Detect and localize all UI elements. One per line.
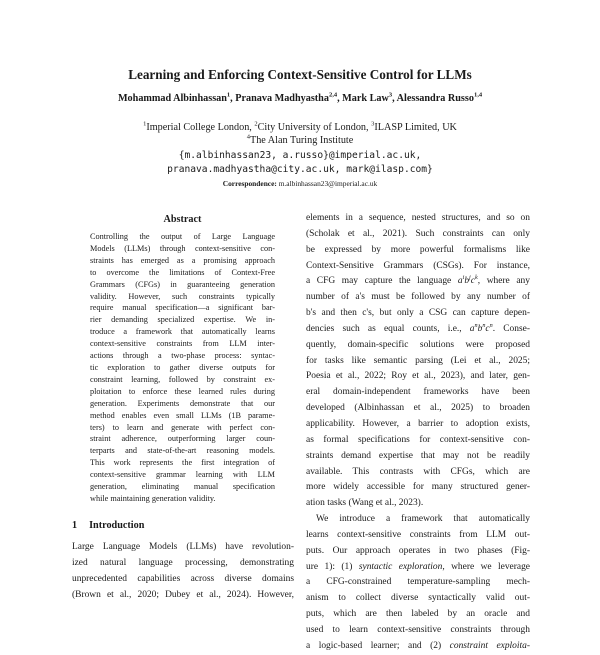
body-line: (Scholak et al., 2021). Such constraints can only (306, 228, 530, 239)
abstract-line: Grammars (CFGs) in guaranteeing generation (90, 279, 275, 289)
text-run: ure 1): (1) (306, 561, 359, 572)
abstract-line: require manual specification—a significant bar- (90, 303, 275, 313)
body-line (306, 560, 530, 576)
abstract-line: constraint learning, followed by constraint ex- (90, 374, 275, 384)
abstract-line: while maintaining generation validity. (90, 493, 216, 503)
body-line: developed (Albinhassan et al., 2025) to broaden (306, 403, 530, 414)
emphasis-text: syntactic exploration (358, 561, 443, 572)
body-line: anism to collect diverse syntactically valid out- (306, 593, 530, 604)
body-line: straints demand expertise that may not be readily (306, 450, 530, 461)
author-affiliation-mark: 3 (388, 91, 393, 99)
author-list: Mohammad Albinhassan$^1$, Pranava Madhyastha$^{2,4}$, Mark Law$^3$, Alessandra Russo$^{1,4}$ (117, 91, 483, 104)
body-line (306, 274, 530, 290)
abstract-line: validity. However, such constraints typically (90, 291, 275, 301)
text-run: , where any (477, 276, 530, 287)
correspondence-email[interactable]: m.albinhassan23@imperial.ac.uk (278, 179, 378, 188)
intro-right-column (306, 211, 530, 655)
abstract-line: generation, eliminating manual specification (90, 482, 275, 492)
body-line (306, 639, 530, 655)
author-name: Pranava Madhyastha (235, 93, 329, 104)
body-line: for tasks like semantic parsing (Lei et al., 2025; (306, 355, 530, 366)
body-line: puts, which are then labeled by an oracle and (306, 609, 530, 620)
body-line: ation tasks (Wang et al., 2023). (306, 498, 424, 509)
body-line: Context-Sensitive Grammars (CSGs). For instance, (306, 260, 530, 271)
body-line: puts. Our approach operates in two phases (Fig- (306, 545, 530, 556)
text-run: a logic-based learner; and (2) (306, 640, 450, 651)
body-line: (Brown et al., 2020; Dubey et al., 2024). However, (72, 589, 294, 600)
body-line: eral domain-independent frameworks have been (306, 387, 530, 398)
author-emails-line-1[interactable]: {m.albinhassan23, a.russo}@imperial.ac.uk, (178, 150, 422, 161)
affiliation-text: ILASP Limited, UK (374, 122, 457, 133)
section-title: Introduction (89, 520, 145, 531)
abstract-body (90, 231, 275, 505)
section-number: 1 (72, 520, 78, 531)
affiliations-line-2 (0, 134, 600, 147)
body-line: number of a's must be followed by any number of (306, 292, 530, 303)
body-line: We introduce a framework that automatically (316, 514, 530, 525)
intro-left-column (72, 540, 294, 603)
abstract-line: straints has emerged as a promising approach (90, 255, 275, 265)
abstract-line: generation. Experiments demonstrate that our (90, 398, 275, 408)
author-name: Mohammad Albinhassan (117, 93, 227, 104)
abstract-line: context-sensitive grammar learning with LLM (90, 470, 275, 480)
text-run: dencies such as equal counts, i.e., (306, 323, 470, 334)
author-affiliation-mark: 2,4 (328, 91, 338, 99)
abstract-line: Models (LLMs) through context-sensitive con- (90, 243, 275, 253)
abstract-line: rier demanding specialized expertise. We in- (90, 315, 275, 325)
author-affiliation-mark: 1 (226, 91, 231, 99)
correspondence-label: Correspondence: (222, 179, 277, 188)
author-name: Mark Law (342, 93, 389, 104)
abstract-line: context-sensitive constraints from LLM inter- (90, 339, 275, 349)
cfg-language-formula: $a^ib^jc^k$ (457, 274, 478, 287)
body-line: ized natural language processing, demonstrating (72, 557, 294, 568)
abstract-line: ters) to learn and generate with perfect con- (90, 422, 275, 432)
csg-language-formula: $a^nb^nc^n$ (469, 321, 493, 334)
author-name: Alessandra Russo (396, 93, 474, 104)
section-heading-introduction (72, 519, 292, 532)
affiliation-text: City University of London, (257, 122, 372, 133)
affiliation-mark: 3 (371, 120, 375, 128)
abstract-line: straint adherence, outperforming larger coun- (90, 434, 275, 444)
author-emails-line-2[interactable]: pranava.madhyastha@city.ac.uk, mark@ilasp.com} (167, 164, 433, 175)
body-line: quently, domain-specific solutions were proposed (306, 339, 530, 350)
body-line: applicability. However, a barrier to adoption exists, (306, 418, 530, 429)
text-run: a CFG may capture the language (306, 276, 458, 287)
abstract-line: troduce a framework that automatically learns (90, 327, 275, 337)
abstract-heading: Abstract (163, 214, 202, 225)
correspondence-line (0, 179, 600, 189)
text-run: , where we leverage (442, 561, 530, 572)
body-line: Large Language Models (LLMs) have revolution- (72, 542, 294, 552)
text-run: . Conse- (492, 323, 530, 334)
affiliation-mark: 2 (254, 120, 258, 128)
abstract-line: method enables even small LLMs (1B parame- (90, 410, 275, 420)
abstract-line: tic exploration to gather diverse outputs for (90, 362, 275, 372)
body-line (306, 322, 530, 338)
body-line: b's and then c's, but only a CSG can capture depen- (306, 308, 530, 319)
emphasis-text: constraint exploita- (449, 640, 530, 651)
body-line: unprecedented capabilities across diverse domains (72, 573, 294, 584)
abstract-line: actions through a two-phase process: syntac- (90, 351, 275, 361)
affiliation-mark: 4 (246, 133, 250, 141)
body-line: available. This contrasts with CFGs, which are (306, 466, 530, 477)
body-line: a CFG-constrained temperature-sampling mech- (306, 577, 530, 588)
author-affiliation-mark: 1,4 (473, 91, 483, 99)
body-line: be expressed by more powerful formalisms like (306, 244, 530, 255)
body-line: elements in a sequence, nested structures, and so on (306, 213, 530, 223)
body-line: as formal specifications for context-sensitive con- (306, 434, 530, 445)
body-line: Poesia et al., 2022; Roy et al., 2023), and later, gen- (306, 371, 530, 382)
affiliation-mark: 1 (143, 120, 147, 128)
abstract-line: ploitation to enforce these learned rules during (90, 386, 275, 396)
body-line: learns context-sensitive constraints from LLM out- (306, 529, 530, 540)
body-line: used to learn context-sensitive constraints through (306, 624, 530, 635)
abstract-line: This work represents the first integration of (90, 458, 275, 468)
body-line: more widely accessible for many structured gener- (306, 482, 530, 493)
affiliations-line-1 (0, 121, 600, 134)
paper-title: Learning and Enforcing Context-Sensitive Control for LLMs (128, 67, 472, 82)
abstract-line: Controlling the output of Large Language (90, 232, 275, 241)
affiliation-text: Imperial College London, (146, 122, 255, 133)
abstract-line: terparts and state-of-the-art reasoning models. (90, 446, 275, 456)
affiliation-text: The Alan Turing Institute (249, 135, 354, 146)
abstract-line: to overcome the limitations of Context-Free (90, 267, 275, 277)
